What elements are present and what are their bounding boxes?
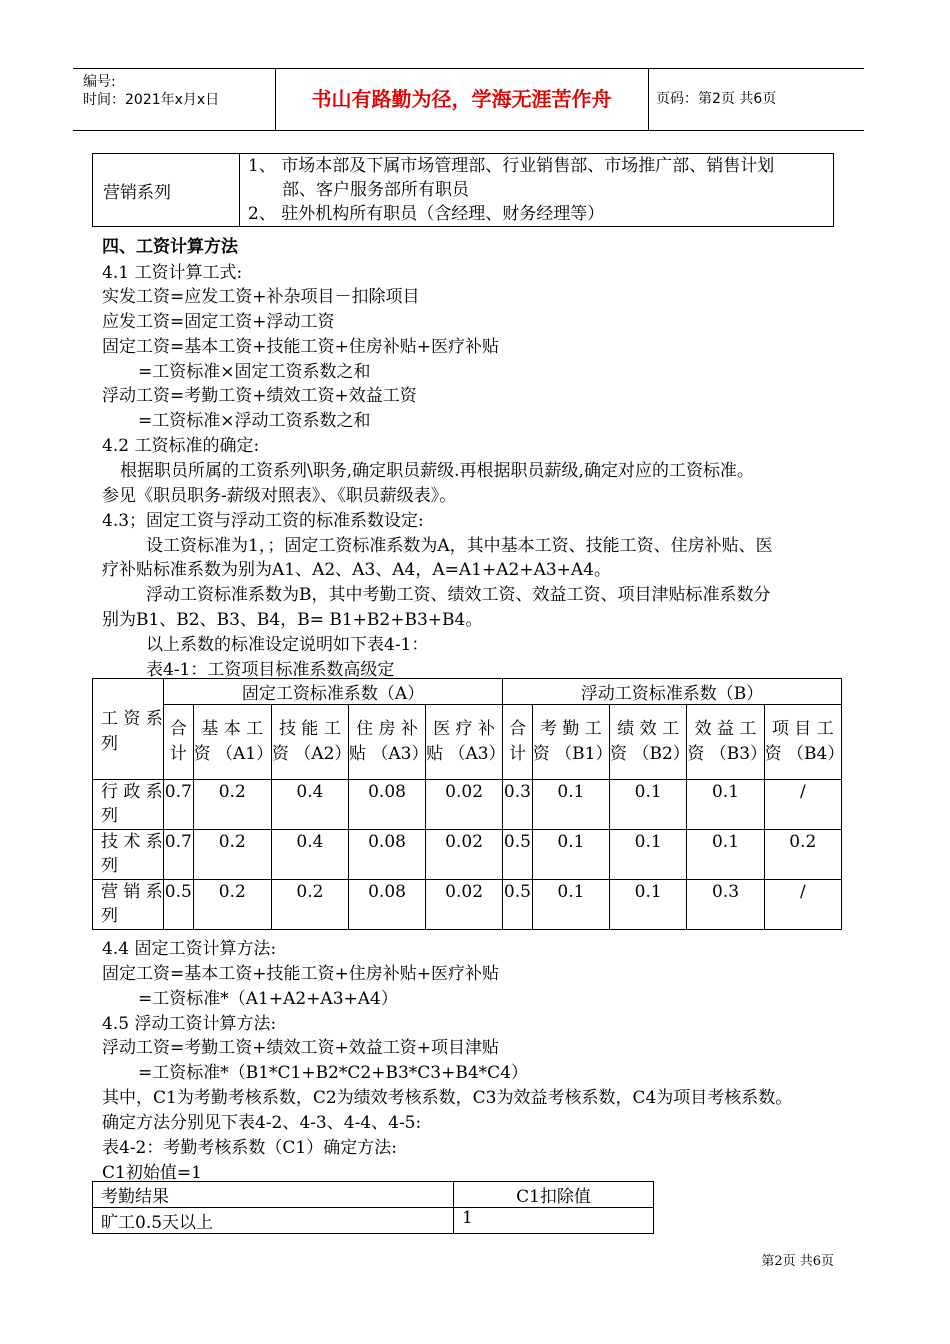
table-cell: 0.1 (532, 830, 609, 880)
attendance-r1c2: 1 (454, 1208, 654, 1234)
subheader-cell: 基 本 工 资 （A1） (193, 705, 271, 780)
scope-item-1a: 1、 市场本部及下属市场管理部、行业销售部、市场推广部、销售计划 (248, 156, 775, 176)
s41: 4.1 工资计算工式: (102, 263, 243, 283)
table-cell: 0.1 (532, 780, 609, 830)
scope-item-2: 2、 驻外机构所有职员（含经理、财务经理等） (248, 204, 605, 224)
table-row (93, 780, 842, 830)
table-cell: 0.2 (193, 780, 271, 830)
p43e: 以上系数的标准设定说明如下表4-1： (146, 635, 429, 655)
table-cell: 0.1 (532, 880, 609, 930)
scope-item-1b: 部、客户服务部所有职员 (282, 180, 469, 200)
table-cell: 0.4 (271, 780, 348, 830)
header-page-label: 页码：第2页 共6页 (656, 91, 777, 107)
row-series-name: 营 销 系列 (93, 880, 164, 930)
header-float: 浮动工资标准系数（B） (503, 679, 842, 705)
table-row (93, 880, 842, 930)
table-cell: 0.5 (503, 830, 533, 880)
header-series: 工 资 系列 (93, 679, 164, 780)
s42: 4.2 工资标准的确定: (102, 436, 260, 456)
attendance-h2: C1扣除值 (454, 1182, 654, 1208)
table-cell: 0.08 (348, 780, 425, 830)
attendance-h1: 考勤结果 (93, 1182, 454, 1208)
page-footer: 第2页 共6页 (761, 1254, 834, 1269)
formula-2: 应发工资=固定工资+浮动工资 (102, 312, 335, 332)
table42-caption: 表4-2：考勤考核系数（C1）确定方法: (102, 1138, 397, 1158)
table-cell: 0.3 (503, 780, 533, 830)
subheader-cell: 效 益 工资 （B3） (687, 705, 764, 780)
table-cell: 0.7 (164, 780, 194, 830)
p43a: 设工资标准为1，；固定工资标准系数为A，其中基本工资、技能工资、住房补贴、医 (146, 536, 773, 556)
subheader-cell: 技 能 工资 （A2） (271, 705, 348, 780)
formula-4: 浮动工资=考勤工资+绩效工资+效益工资 (102, 386, 417, 406)
p42b: 参见《职员职务-薪级对照表》、《职员薪级表》。 (102, 486, 457, 506)
subheader-cell: 合计 (503, 705, 533, 780)
table-row (93, 830, 842, 880)
table-cell: 0.7 (164, 830, 194, 880)
p43b: 疗补贴标准系数为别为A1、A2、A3、A4，A=A1+A2+A3+A4。 (102, 560, 611, 580)
subheader-cell: 住 房 补贴 （A3） (348, 705, 425, 780)
table-cell: 0.3 (687, 880, 764, 930)
table-cell: 0.08 (348, 830, 425, 880)
subheader-cell: 医 疗 补贴 （A3） (426, 705, 503, 780)
c1-init: C1初始值=1 (102, 1163, 202, 1183)
s44: 4.4 固定工资计算方法: (102, 939, 277, 959)
p43c: 浮动工资标准系数为B，其中考勤工资、绩效工资、效益工资、项目津贴标准系数分 (146, 585, 771, 605)
table-cell: 0.02 (426, 830, 503, 880)
series-scope (240, 154, 834, 227)
table41-caption: 表4-1：工资项目标准系数高级定 (146, 660, 395, 680)
coefficient-table (92, 678, 845, 930)
table-cell: 0.1 (610, 780, 687, 830)
row-series-name: 技 术 系列 (93, 830, 164, 880)
table-cell: 0.5 (164, 880, 194, 930)
formula-5b: =工资标准*（A1+A2+A3+A4） (138, 989, 398, 1009)
p43d: 别为B1、B2、B3、B4，B= B1+B2+B3+B4。 (102, 610, 483, 630)
series-table (92, 153, 834, 227)
subheader-cell: 项 目 工资 （B4） (764, 705, 841, 780)
formula-6b: =工资标准*（B1*C1+B2*C2+B3*C3+B4*C4） (138, 1063, 529, 1083)
section-title: 四、工资计算方法 (102, 237, 238, 257)
formula-3: 固定工资=基本工资+技能工资+住房补贴+医疗补贴 (102, 337, 499, 357)
table-cell: 0.5 (503, 880, 533, 930)
s43: 4.3；固定工资与浮动工资的标准系数设定: (102, 511, 424, 531)
number-label: 编号: (83, 74, 116, 90)
table-cell: 0.1 (687, 830, 764, 880)
table-cell: 0.1 (610, 830, 687, 880)
p42a: 根据职员所属的工资系列\职务,确定职员薪级.再根据职员薪级,确定对应的工资标准。 (120, 461, 754, 481)
header-meta (73, 69, 276, 130)
attendance-table (92, 1181, 654, 1234)
time-label: 时间：2021年x月x日 (83, 92, 220, 108)
s45: 4.5 浮动工资计算方法: (102, 1014, 277, 1034)
table-cell: 0.2 (764, 830, 841, 880)
table-cell: 0.2 (193, 830, 271, 880)
table-cell: 0.1 (687, 780, 764, 830)
header-motto: 书山有路勤为径，学海无涯苦作舟 (275, 69, 649, 130)
subheader-cell: 绩 效 工资 （B2） (610, 705, 687, 780)
table-cell: 0.4 (271, 830, 348, 880)
table-cell: 0.2 (271, 880, 348, 930)
row-series-name: 行 政 系列 (93, 780, 164, 830)
formula-5: 固定工资=基本工资+技能工资+住房补贴+医疗补贴 (102, 964, 499, 984)
formula-1: 实发工资=应发工资+补杂项目－扣除项目 (102, 287, 420, 307)
table-cell: / (764, 780, 841, 830)
table-cell: 0.02 (426, 880, 503, 930)
table-cell: / (764, 880, 841, 930)
table-cell: 0.02 (426, 780, 503, 830)
table-cell: 0.2 (193, 880, 271, 930)
para-method: 确定方法分别见下表4-2、4-3、4-4、4-5: (102, 1113, 422, 1133)
table-cell: 0.08 (348, 880, 425, 930)
header-fixed: 固定工资标准系数（A） (164, 679, 503, 705)
formula-4b: =工资标准×浮动工资系数之和 (138, 411, 371, 431)
formula-6: 浮动工资=考勤工资+绩效工资+效益工资+项目津贴 (102, 1038, 499, 1058)
page-header (73, 68, 864, 131)
formula-3b: =工资标准×固定工资系数之和 (138, 362, 371, 382)
subheader-cell: 合计 (164, 705, 194, 780)
subheader-cell: 考 勤 工资 （B1） (532, 705, 609, 780)
attendance-r1c1: 旷工0.5天以上 (93, 1208, 454, 1234)
series-name: 营销系列 (93, 154, 240, 227)
table-cell: 0.1 (610, 880, 687, 930)
para-c: 其中，C1为考勤考核系数，C2为绩效考核系数，C3为效益考核系数，C4为项目考核系数。 (102, 1088, 793, 1108)
